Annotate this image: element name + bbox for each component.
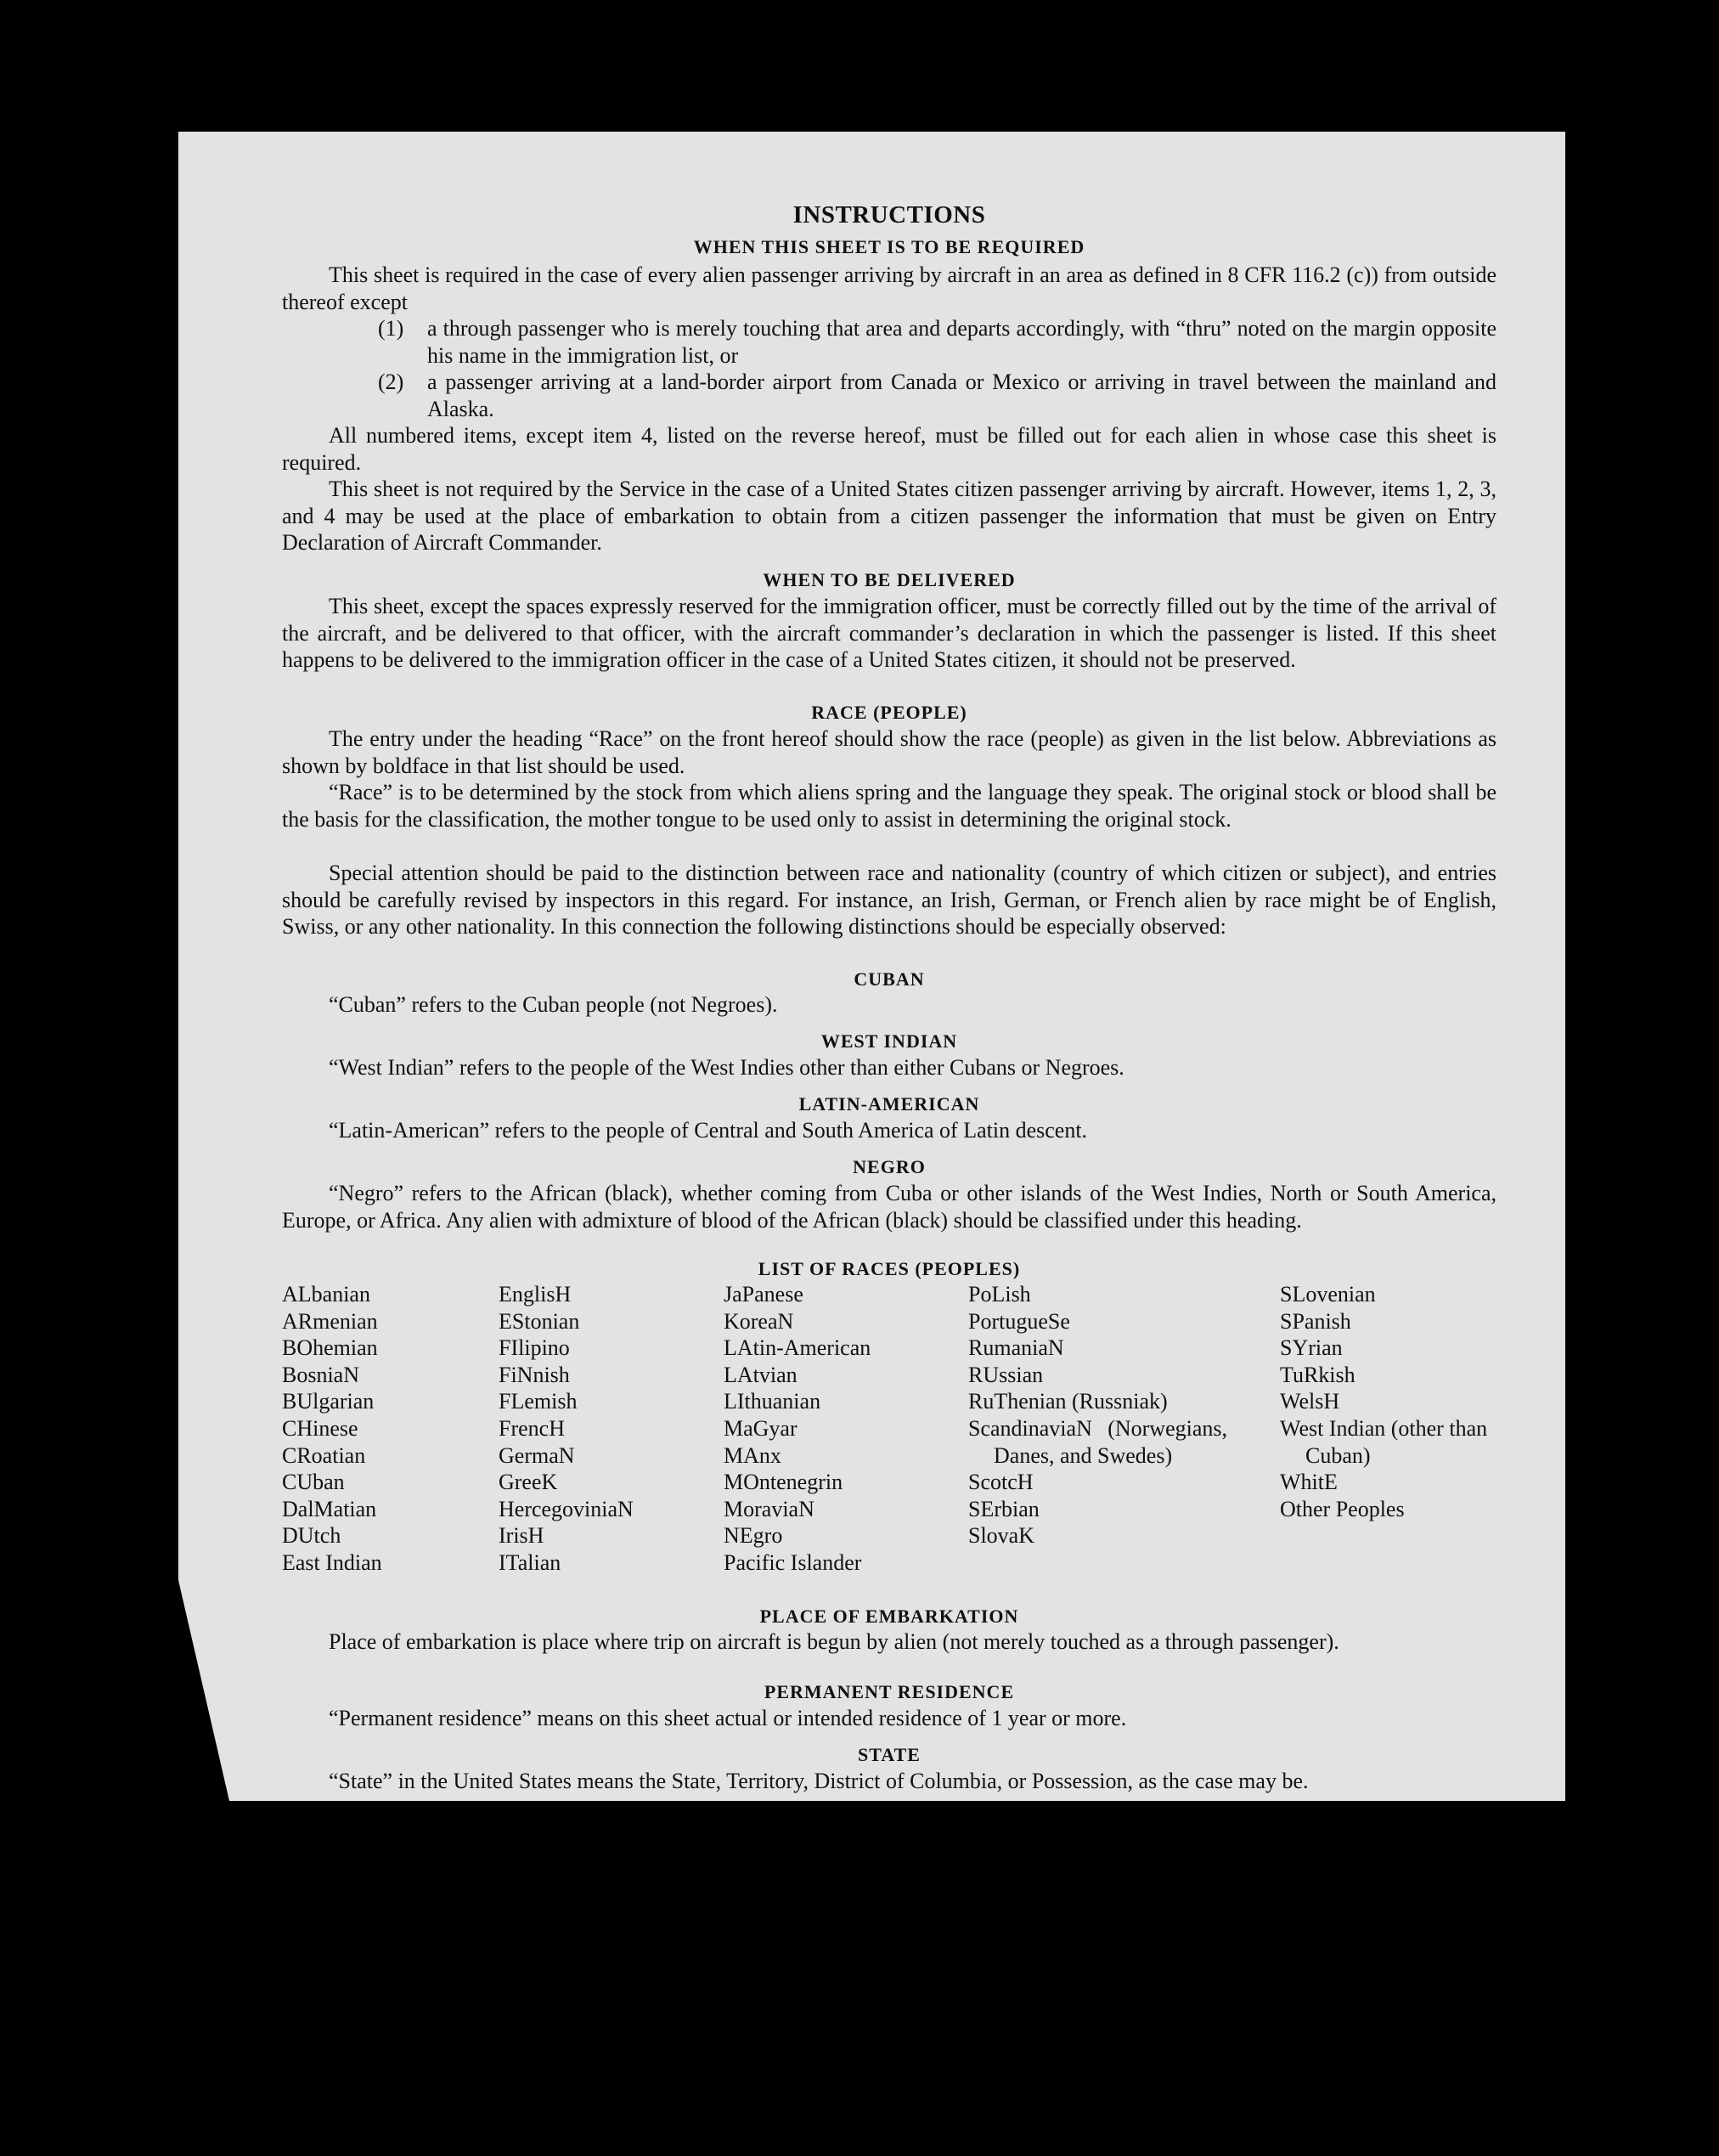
negro-definition: “Negro” refers to the African (black), whether coming from Cuba or other islands of the West Indies, North or South America, Europe, or Africa. Any alien with admixture of blood of the African (black) should be classified under this heading. (282, 1181, 1496, 1233)
race-entry: RUssian (968, 1362, 1044, 1387)
race-entry: ScotcH (968, 1470, 1034, 1495)
race-entry: CUban (282, 1470, 345, 1495)
race-entry: CRoatian (282, 1442, 366, 1468)
section-heading-state: STATE (858, 1744, 921, 1765)
race-entry: BOhemian (282, 1335, 378, 1361)
race-entry: LIthuanian (724, 1389, 821, 1414)
exception-item-1 (378, 315, 1496, 369)
race-entry: DUtch (282, 1523, 341, 1549)
race-entry: CHinese (282, 1415, 358, 1441)
race-list-column-5 (1280, 1281, 1501, 1522)
race-entry: WhitE (1280, 1470, 1338, 1495)
race-entry: SlovaK (968, 1523, 1034, 1549)
race-entry: SLovenian (1280, 1282, 1376, 1307)
race-list-column-3 (724, 1281, 944, 1577)
race-entry: TuRkish (1280, 1362, 1355, 1387)
race-entry: SErbian (968, 1496, 1040, 1521)
item-number: (2) (378, 370, 404, 394)
race-entry: BUlgarian (282, 1389, 375, 1414)
race-entry: FrencH (499, 1415, 565, 1441)
race-entry: GermaN (499, 1442, 575, 1468)
section-heading-cuban: CUBAN (854, 968, 925, 990)
page-title: INSTRUCTIONS (792, 201, 986, 229)
race-entry: DalMatian (282, 1496, 377, 1521)
race-entry: EStonian (499, 1308, 580, 1334)
race-entry: Pacific Islander (724, 1549, 862, 1575)
race-paragraph-1: The entry under the heading “Race” on the front hereof should show the race (people) as given in the list below. Abbreviations as shown by boldface in that list should be used. (282, 726, 1496, 778)
race-entry: West Indian (other than Cuban) (1280, 1415, 1488, 1468)
item-text: a passenger arriving at a land-border airport from Canada or Mexico or arriving in travel between the mainland and Alaska. (427, 370, 1496, 421)
state-definition: “State” in the United States means the State, Territory, District of Columbia, or Possession, as the case may be. (329, 1769, 1309, 1793)
latin-american-definition: “Latin-American” refers to the people of Central and South America of Latin descent. (329, 1118, 1088, 1143)
section-heading-when-required: WHEN THIS SHEET IS TO BE REQUIRED (693, 236, 1085, 257)
race-entry: MaGyar (724, 1415, 798, 1441)
section-heading-latin-american: LATIN-AMERICAN (798, 1093, 980, 1115)
race-entry: HercegoviniaN (499, 1496, 634, 1521)
race-entry: RuThenian (Russniak) (968, 1389, 1168, 1414)
section-heading-permanent-residence: PERMANENT RESIDENCE (764, 1681, 1015, 1702)
race-entry: SPanish (1280, 1308, 1351, 1334)
embarkation-definition: Place of embarkation is place where trip on aircraft is begun by alien (not merely touched as a through passenger). (329, 1629, 1339, 1654)
race-entry: MoraviaN (724, 1496, 814, 1521)
west-indian-definition: “West Indian” refers to the people of the West Indies other than either Cubans or Negroes. (329, 1055, 1124, 1080)
race-entry: FiNnish (499, 1362, 570, 1387)
race-entry: PoLish (968, 1282, 1031, 1307)
race-list-column-1 (282, 1281, 477, 1577)
section-heading-embarkation: PLACE OF EMBARKATION (759, 1606, 1019, 1627)
exception-item-2 (378, 369, 1496, 422)
citizen-paragraph: This sheet is not required by the Service in the case of a United States citizen passenger arriving by aircraft. However, items 1, 2, 3, and 4 may be used at the place of embarkation to obtain from a citizen passenger the information that must be given on Entry Declaration of Aircraft Commander. (282, 477, 1496, 555)
race-entry: ARmenian (282, 1308, 378, 1334)
race-entry: GreeK (499, 1470, 558, 1495)
cuban-definition: “Cuban” refers to the Cuban people (not Negroes). (329, 992, 778, 1017)
race-entry: NEgro (724, 1523, 783, 1549)
race-list-column-4 (968, 1281, 1227, 1549)
race-paragraph-3: Special attention should be paid to the distinction between race and nationality (country of which citizen or subject), and entries should be carefully revised by inspectors in this regard. For instance, an Irish, German, or French alien by race might be of English, Swiss, or any other nationality. In this connection the following distinctions should be especially observed: (282, 861, 1496, 939)
race-entry: FLemish (499, 1389, 578, 1414)
race-entry: FIlipino (499, 1335, 570, 1361)
when-required-intro: This sheet is required in the case of every alien passenger arriving by aircraft in an area as defined in 8 CFR 116.2 (c)) from outside thereof except (282, 262, 1496, 314)
race-entry: MAnx (724, 1442, 781, 1468)
race-entry: KoreaN (724, 1308, 794, 1334)
race-paragraph-2: “Race” is to be determined by the stock from which aliens spring and the language they speak. The original stock or blood shall be the basis for the classification, the mother tongue to be used only to assist in determining the original stock. (282, 780, 1496, 832)
race-entry: LAtvian (724, 1362, 798, 1387)
race-entry: ALbanian (282, 1282, 370, 1307)
race-entry: PortugueSe (968, 1308, 1070, 1334)
section-heading-negro: NEGRO (853, 1156, 926, 1177)
race-entry: ITalian (499, 1549, 561, 1575)
permanent-residence-definition: “Permanent residence” means on this sheet actual or intended residence of 1 year or more. (329, 1706, 1127, 1730)
section-heading-west-indian: WEST INDIAN (820, 1030, 958, 1052)
section-heading-race: RACE (PEOPLE) (811, 702, 967, 723)
item-text: a through passenger who is merely touching that area and departs accordingly, with “thru” noted on the margin opposite his name in the immigration list, or (427, 316, 1496, 368)
race-entry: East Indian (282, 1549, 382, 1575)
race-entry: Other Peoples (1280, 1496, 1405, 1521)
numbered-items-paragraph: All numbered items, except item 4, listed on the reverse hereof, must be filled out for each alien in whose case this sheet is required. (282, 423, 1496, 475)
item-number: (1) (378, 316, 404, 341)
section-heading-when-delivered: WHEN TO BE DELIVERED (763, 569, 1016, 590)
race-entry: MOntenegrin (724, 1470, 843, 1495)
race-entry: ScandinaviaN (Norwegians, Danes, and Swedes) (968, 1415, 1227, 1468)
race-entry: LAtin-American (724, 1335, 871, 1361)
race-entry: WelsH (1280, 1389, 1340, 1414)
race-entry: IrisH (499, 1523, 544, 1549)
race-entry: EnglisH (499, 1282, 572, 1307)
race-entry: RumaniaN (968, 1335, 1064, 1361)
race-list-column-2 (499, 1281, 702, 1577)
section-heading-list-of-races: LIST OF RACES (PEOPLES) (758, 1258, 1021, 1279)
race-entry: JaPanese (724, 1282, 803, 1307)
race-entry: SYrian (1280, 1335, 1343, 1361)
document-sheet (178, 132, 1565, 1801)
race-entry: BosniaN (282, 1362, 359, 1387)
when-delivered-paragraph: This sheet, except the spaces expressly reserved for the immigration officer, must be correctly filled out by the time of the arrival of the aircraft, and be delivered to that officer, with the aircraft commander’s declaration in which the passenger is listed. If this sheet happens to be delivered to the immigration officer in the case of a United States citizen, it should not be preserved. (282, 594, 1496, 672)
